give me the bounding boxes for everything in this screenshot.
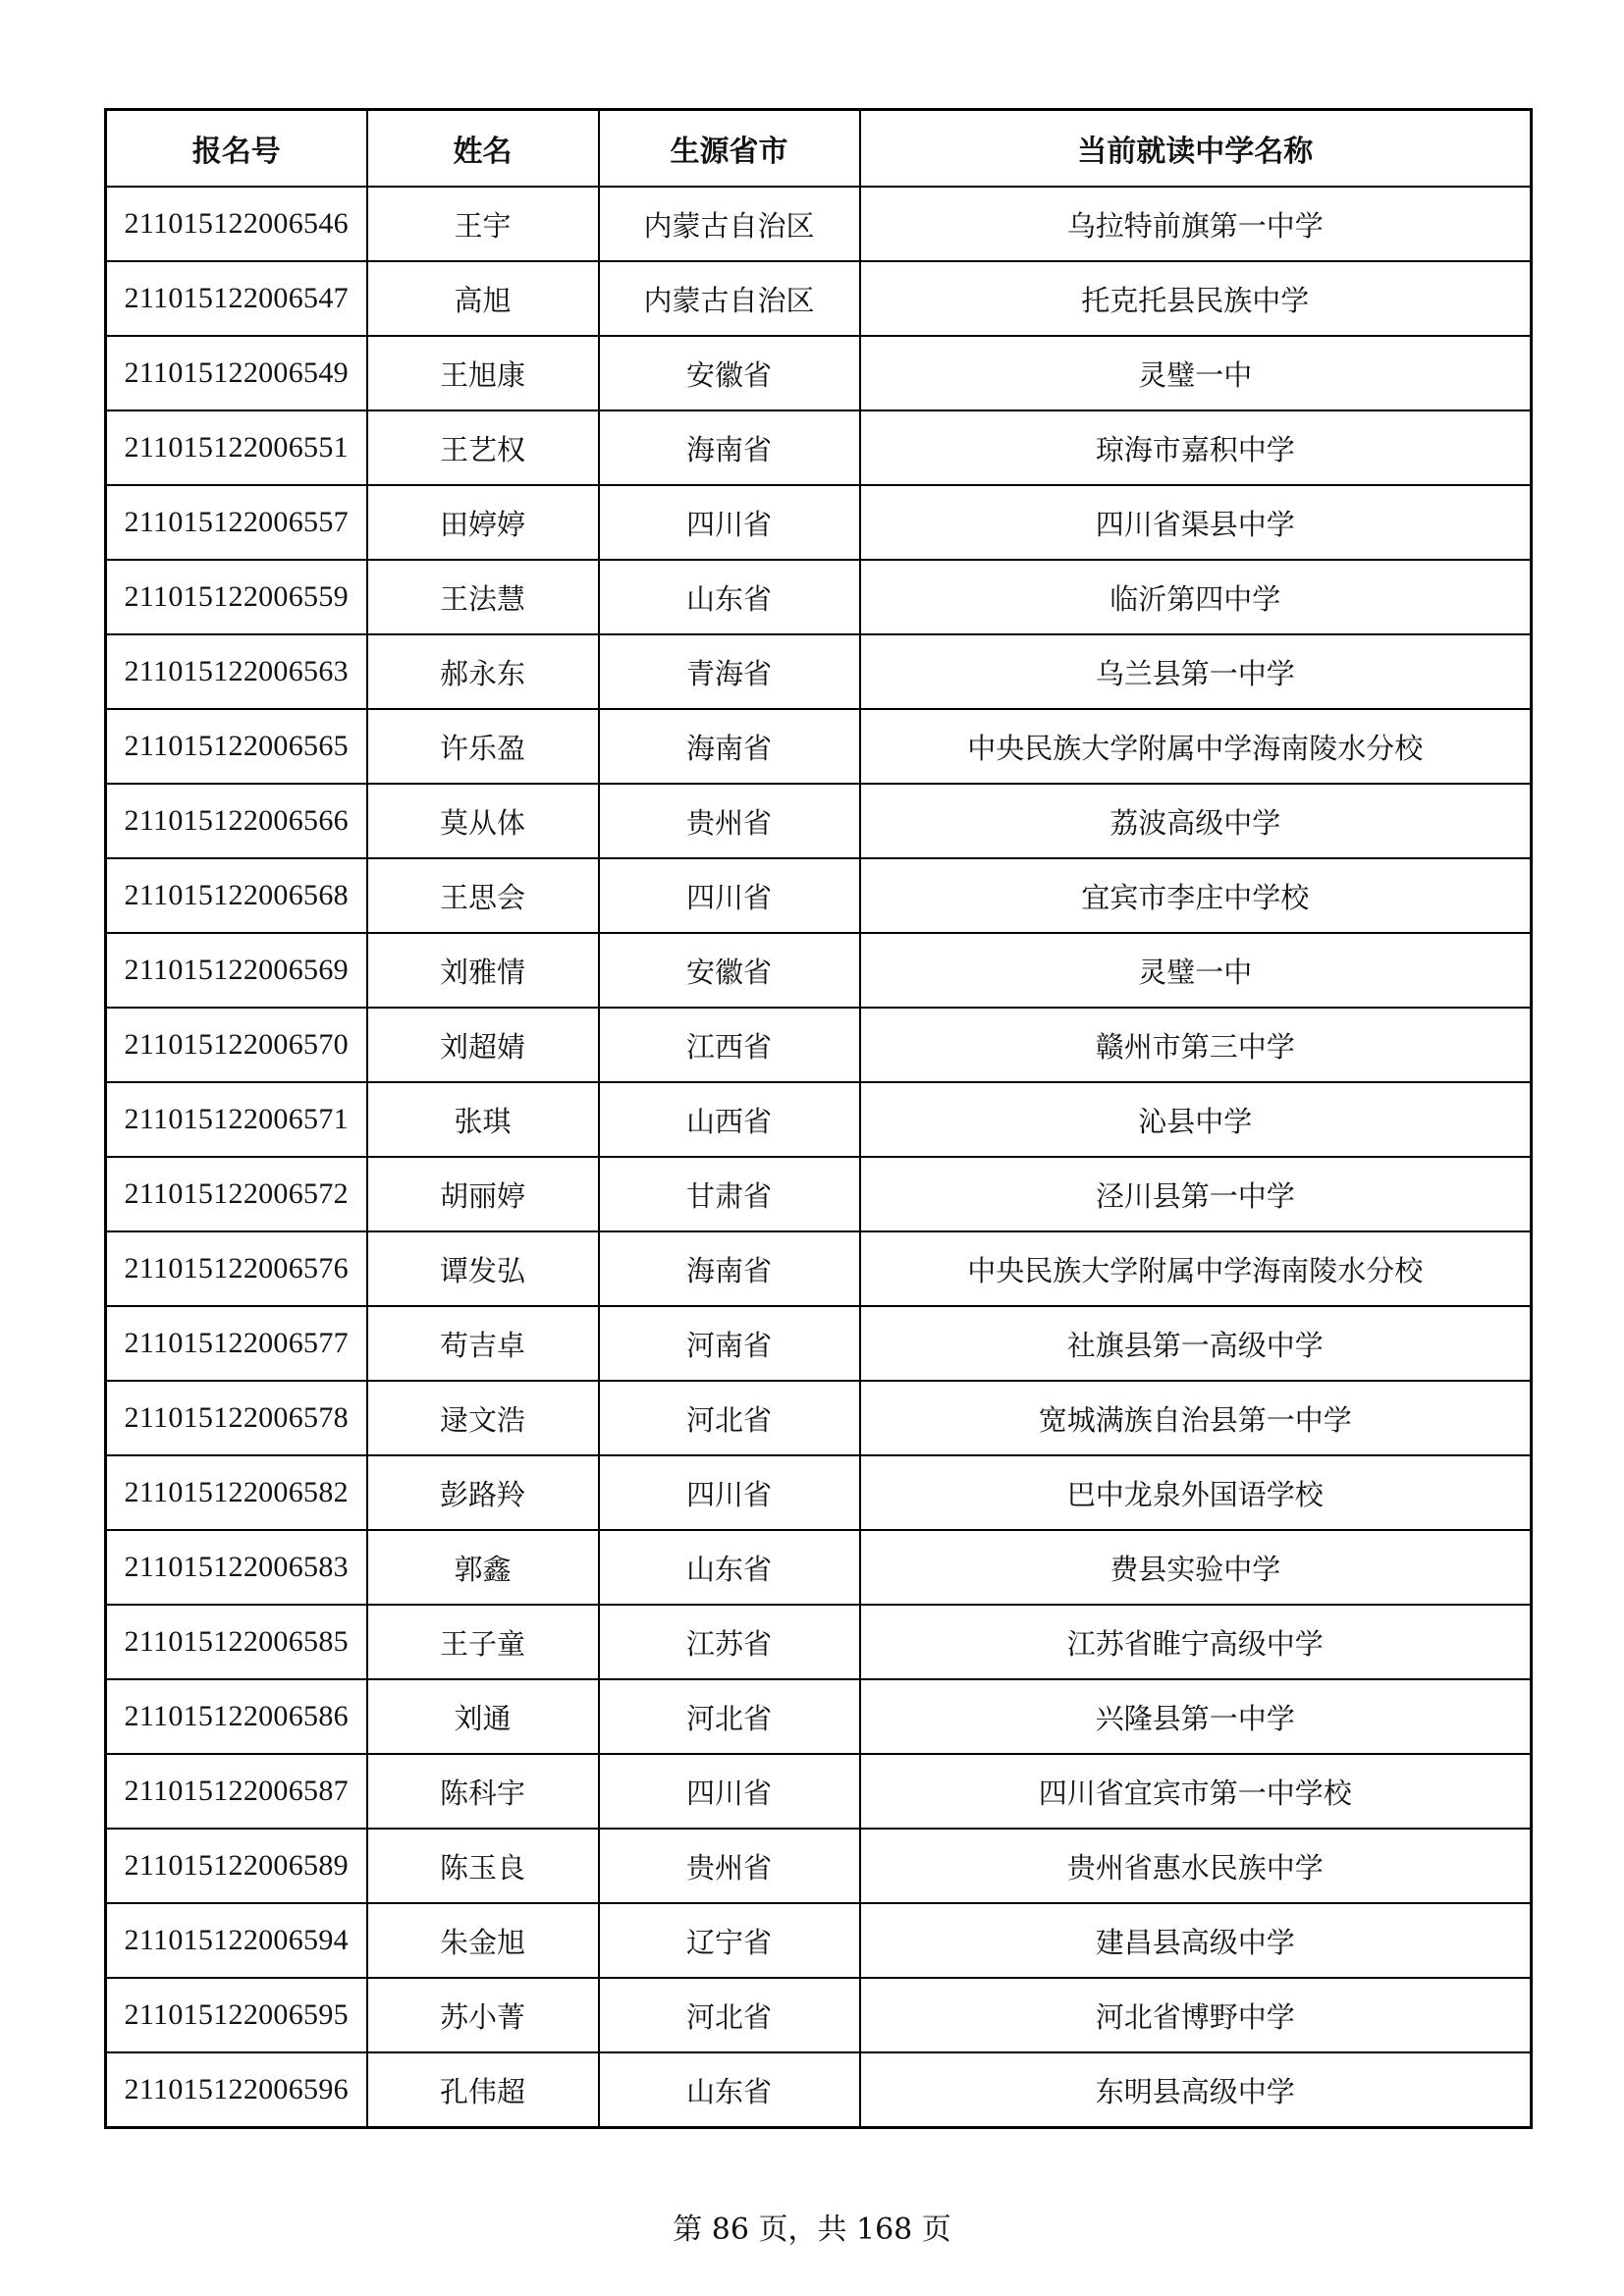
cell-name: 胡丽婷 (367, 1157, 599, 1231)
cell-name: 苏小菁 (367, 1978, 599, 2052)
cell-registration-number: 211015122006587 (106, 1754, 367, 1829)
table-row (106, 1455, 1532, 1530)
cell-school: 泾川县第一中学 (860, 1157, 1532, 1231)
cell-name: 刘超婧 (367, 1008, 599, 1082)
cell-name: 刘雅情 (367, 933, 599, 1008)
cell-school: 建昌县高级中学 (860, 1903, 1532, 1978)
cell-school: 中央民族大学附属中学海南陵水分校 (860, 1231, 1532, 1306)
cell-name: 高旭 (367, 261, 599, 336)
page-number: 第 86 页，共 168 页 (673, 2213, 951, 2247)
table-row (106, 1829, 1532, 1903)
table-row (106, 933, 1532, 1008)
table-row (106, 485, 1532, 560)
cell-province: 贵州省 (599, 784, 860, 858)
cell-province: 山西省 (599, 1082, 860, 1157)
table-row (106, 1381, 1532, 1455)
cell-registration-number: 211015122006595 (106, 1978, 367, 2052)
cell-name: 逯文浩 (367, 1381, 599, 1455)
cell-province: 四川省 (599, 1754, 860, 1829)
cell-registration-number: 211015122006576 (106, 1231, 367, 1306)
cell-registration-number: 211015122006571 (106, 1082, 367, 1157)
cell-registration-number: 211015122006546 (106, 187, 367, 261)
cell-registration-number: 211015122006577 (106, 1306, 367, 1381)
table-row (106, 560, 1532, 634)
table-row (106, 2052, 1532, 2128)
cell-registration-number: 211015122006563 (106, 634, 367, 709)
table-row (106, 1530, 1532, 1605)
table-row (106, 709, 1532, 784)
table-row (106, 261, 1532, 336)
cell-school: 河北省博野中学 (860, 1978, 1532, 2052)
cell-school: 宽城满族自治县第一中学 (860, 1381, 1532, 1455)
cell-school: 琼海市嘉积中学 (860, 410, 1532, 485)
cell-province: 江西省 (599, 1008, 860, 1082)
cell-registration-number: 211015122006547 (106, 261, 367, 336)
cell-school: 乌拉特前旗第一中学 (860, 187, 1532, 261)
cell-school: 社旗县第一高级中学 (860, 1306, 1532, 1381)
cell-province: 海南省 (599, 1231, 860, 1306)
cell-name: 郝永东 (367, 634, 599, 709)
cell-registration-number: 211015122006559 (106, 560, 367, 634)
table-row (106, 1306, 1532, 1381)
cell-school: 巴中龙泉外国语学校 (860, 1455, 1532, 1530)
cell-province: 海南省 (599, 410, 860, 485)
header-school: 当前就读中学名称 (860, 110, 1532, 188)
cell-registration-number: 211015122006572 (106, 1157, 367, 1231)
table-row (106, 410, 1532, 485)
cell-name: 王旭康 (367, 336, 599, 410)
table-row (106, 1008, 1532, 1082)
cell-school: 荔波高级中学 (860, 784, 1532, 858)
cell-name: 陈玉良 (367, 1829, 599, 1903)
table-row (106, 634, 1532, 709)
cell-province: 贵州省 (599, 1829, 860, 1903)
table-row (106, 858, 1532, 933)
cell-registration-number: 211015122006557 (106, 485, 367, 560)
cell-province: 河北省 (599, 1679, 860, 1754)
table-row (106, 336, 1532, 410)
cell-registration-number: 211015122006583 (106, 1530, 367, 1605)
cell-school: 宜宾市李庄中学校 (860, 858, 1532, 933)
cell-registration-number: 211015122006566 (106, 784, 367, 858)
table-row (106, 784, 1532, 858)
cell-registration-number: 211015122006594 (106, 1903, 367, 1978)
cell-registration-number: 211015122006565 (106, 709, 367, 784)
cell-registration-number: 211015122006585 (106, 1605, 367, 1679)
cell-school: 东明县高级中学 (860, 2052, 1532, 2128)
cell-province: 江苏省 (599, 1605, 860, 1679)
cell-name: 王宇 (367, 187, 599, 261)
cell-school: 托克托县民族中学 (860, 261, 1532, 336)
table-row (106, 1082, 1532, 1157)
cell-school: 赣州市第三中学 (860, 1008, 1532, 1082)
header-registration-number: 报名号 (106, 110, 367, 188)
cell-registration-number: 211015122006549 (106, 336, 367, 410)
table-body (106, 187, 1532, 2128)
cell-province: 山东省 (599, 2052, 860, 2128)
cell-registration-number: 211015122006569 (106, 933, 367, 1008)
cell-name: 刘通 (367, 1679, 599, 1754)
cell-school: 四川省渠县中学 (860, 485, 1532, 560)
table-row (106, 1754, 1532, 1829)
cell-registration-number: 211015122006568 (106, 858, 367, 933)
cell-province: 海南省 (599, 709, 860, 784)
header-name: 姓名 (367, 110, 599, 188)
cell-school: 沁县中学 (860, 1082, 1532, 1157)
cell-name: 彭路羚 (367, 1455, 599, 1530)
cell-name: 王法慧 (367, 560, 599, 634)
table-row (106, 1903, 1532, 1978)
cell-name: 许乐盈 (367, 709, 599, 784)
cell-registration-number: 211015122006586 (106, 1679, 367, 1754)
cell-province: 四川省 (599, 1455, 860, 1530)
cell-name: 朱金旭 (367, 1903, 599, 1978)
cell-province: 内蒙古自治区 (599, 261, 860, 336)
cell-province: 甘肃省 (599, 1157, 860, 1231)
cell-province: 安徽省 (599, 933, 860, 1008)
header-province: 生源省市 (599, 110, 860, 188)
cell-school: 四川省宜宾市第一中学校 (860, 1754, 1532, 1829)
cell-province: 内蒙古自治区 (599, 187, 860, 261)
cell-province: 四川省 (599, 485, 860, 560)
cell-province: 安徽省 (599, 336, 860, 410)
cell-name: 张琪 (367, 1082, 599, 1157)
cell-registration-number: 211015122006570 (106, 1008, 367, 1082)
table-row (106, 1679, 1532, 1754)
cell-school: 临沂第四中学 (860, 560, 1532, 634)
cell-registration-number: 211015122006551 (106, 410, 367, 485)
header-row (106, 110, 1532, 188)
cell-registration-number: 211015122006589 (106, 1829, 367, 1903)
cell-name: 莫从体 (367, 784, 599, 858)
cell-name: 王思会 (367, 858, 599, 933)
cell-province: 河北省 (599, 1381, 860, 1455)
cell-school: 中央民族大学附属中学海南陵水分校 (860, 709, 1532, 784)
cell-name: 陈科宇 (367, 1754, 599, 1829)
cell-name: 孔伟超 (367, 2052, 599, 2128)
cell-name: 苟吉卓 (367, 1306, 599, 1381)
cell-school: 灵璧一中 (860, 336, 1532, 410)
cell-name: 王子童 (367, 1605, 599, 1679)
cell-name: 田婷婷 (367, 485, 599, 560)
cell-province: 山东省 (599, 560, 860, 634)
cell-name: 谭发弘 (367, 1231, 599, 1306)
cell-school: 灵璧一中 (860, 933, 1532, 1008)
cell-province: 四川省 (599, 858, 860, 933)
cell-registration-number: 211015122006596 (106, 2052, 367, 2128)
cell-school: 江苏省睢宁高级中学 (860, 1605, 1532, 1679)
cell-school: 乌兰县第一中学 (860, 634, 1532, 709)
document-sheet (104, 108, 1530, 2129)
cell-name: 郭鑫 (367, 1530, 599, 1605)
cell-registration-number: 211015122006578 (106, 1381, 367, 1455)
cell-school: 贵州省惠水民族中学 (860, 1829, 1532, 1903)
cell-school: 费县实验中学 (860, 1530, 1532, 1605)
cell-province: 辽宁省 (599, 1903, 860, 1978)
cell-name: 王艺权 (367, 410, 599, 485)
cell-province: 青海省 (599, 634, 860, 709)
admission-table (104, 108, 1533, 2129)
table-row (106, 1978, 1532, 2052)
cell-province: 河北省 (599, 1978, 860, 2052)
cell-province: 河南省 (599, 1306, 860, 1381)
table-row (106, 1157, 1532, 1231)
table-header (106, 110, 1532, 188)
table-row (106, 1231, 1532, 1306)
cell-province: 山东省 (599, 1530, 860, 1605)
cell-school: 兴隆县第一中学 (860, 1679, 1532, 1754)
table-row (106, 1605, 1532, 1679)
table-row (106, 187, 1532, 261)
cell-registration-number: 211015122006582 (106, 1455, 367, 1530)
